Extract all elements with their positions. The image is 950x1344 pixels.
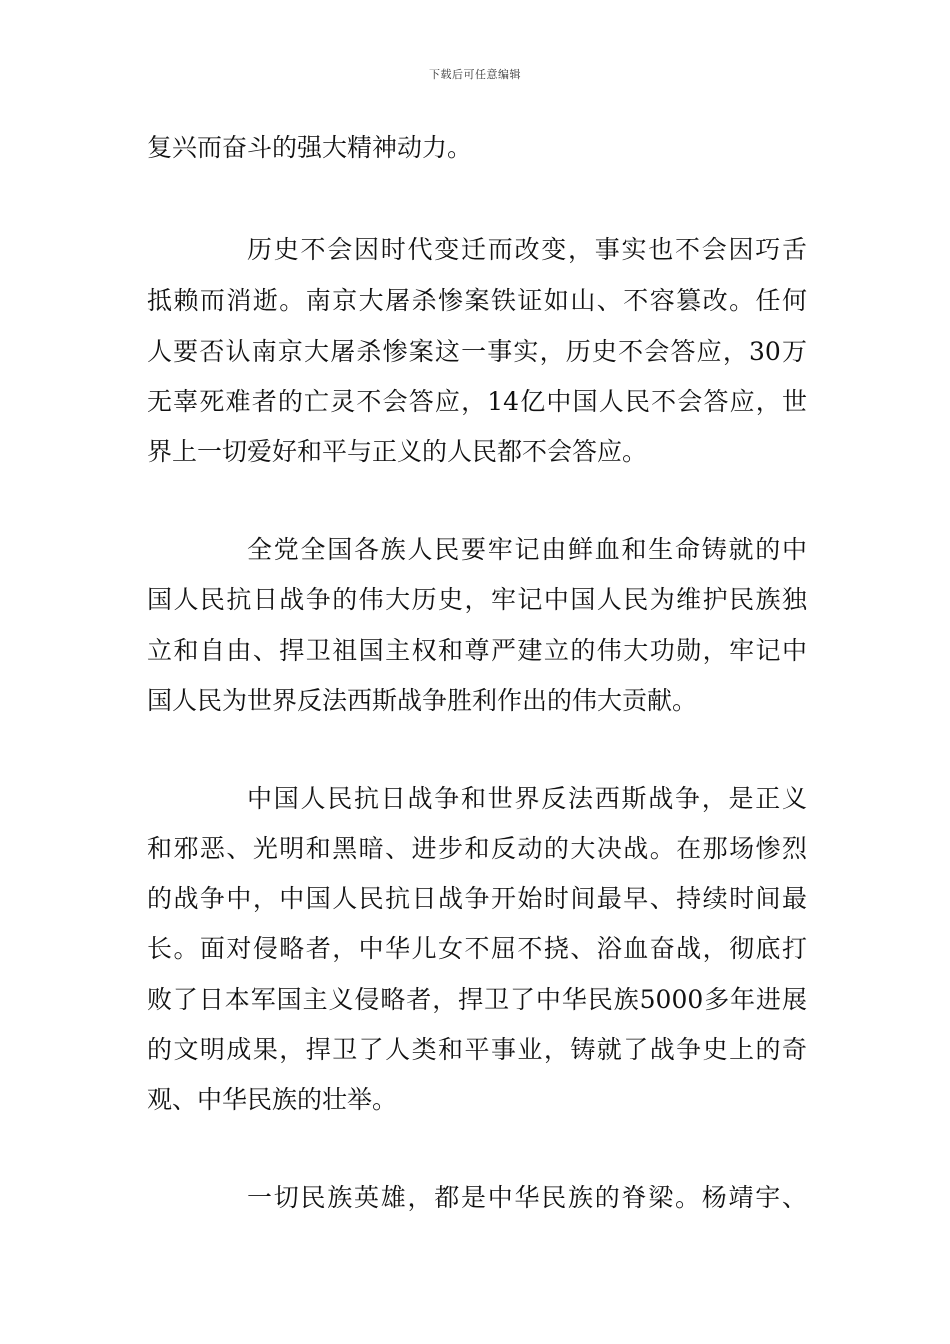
page-header: 下载后可任意编辑	[429, 68, 521, 81]
paragraph-line: 的战争中，中国人民抗日战争开始时间最早、持续时间最	[147, 884, 807, 913]
paragraph-line: 立和自由、捍卫祖国主权和尊严建立的伟大功勋，牢记中	[147, 636, 807, 665]
paragraph-line: 国人民抗日战争的伟大历史，牢记中国人民为维护民族独	[147, 585, 807, 614]
paragraph-line: 历史不会因时代变迁而改变，事实也不会因巧舌	[247, 235, 807, 264]
paragraph-line: 一切民族英雄，都是中华民族的脊梁。杨靖宇、	[247, 1183, 807, 1212]
paragraph-line: 无辜死难者的亡灵不会答应，14亿中国人民不会答应，世	[147, 387, 807, 416]
paragraph-line: 长。面对侵略者，中华儿女不屈不挠、浴血奋战，彻底打	[147, 934, 807, 963]
paragraph-line: 和邪恶、光明和黑暗、进步和反动的大决战。在那场惨烈	[147, 834, 807, 863]
paragraph-line: 复兴而奋斗的强大精神动力。	[147, 133, 473, 162]
paragraph-line: 观、中华民族的壮举。	[147, 1085, 398, 1114]
paragraph-line: 国人民为世界反法西斯战争胜利作出的伟大贡献。	[147, 686, 698, 715]
paragraph-line: 人要否认南京大屠杀惨案这一事实，历史不会答应，30万	[147, 337, 807, 366]
paragraph-line: 界上一切爱好和平与正义的人民都不会答应。	[147, 437, 648, 466]
paragraph-line: 全党全国各族人民要牢记由鲜血和生命铸就的中	[247, 535, 807, 564]
paragraph-line: 抵赖而消逝。南京大屠杀惨案铁证如山、不容篡改。任何	[147, 286, 807, 315]
paragraph-line: 的文明成果，捍卫了人类和平事业，铸就了战争史上的奇	[147, 1035, 807, 1064]
paragraph-line: 败了日本军国主义侵略者，捍卫了中华民族5000多年进展	[147, 985, 807, 1014]
paragraph-line: 中国人民抗日战争和世界反法西斯战争，是正义	[247, 784, 807, 813]
